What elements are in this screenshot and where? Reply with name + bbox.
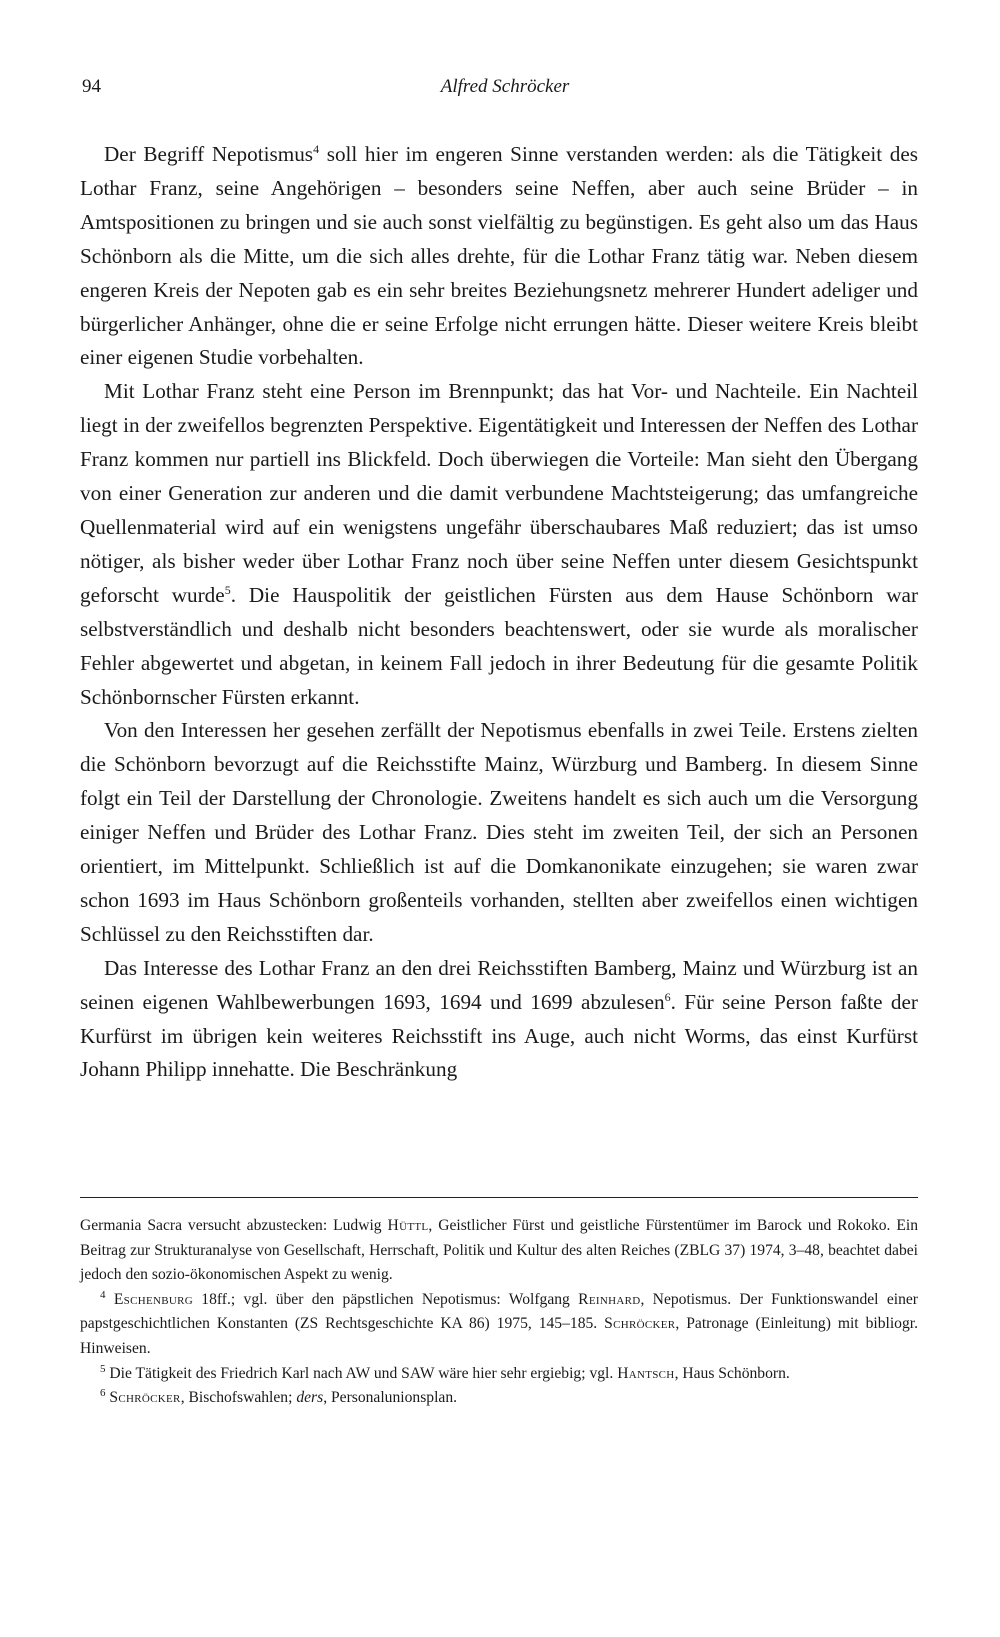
footnote-text: , Nepotismus. Der Funktionswandel einer papstgeschichtlichen Konstanten (ZS Rechtsgeschichte KA 86) 1975, 145–185.: [80, 1290, 918, 1333]
footnote-text: 18ff.; vgl. über den päpstlichen Nepotismus: Wolfgang: [192, 1290, 579, 1308]
paragraph-1-text-a: Der Begriff Nepotismus: [104, 142, 314, 166]
footnote-number: 4: [100, 1288, 106, 1301]
footnote-6: [80, 1386, 918, 1411]
footnote-divider: [80, 1197, 918, 1198]
footnote-number: 6: [100, 1387, 106, 1400]
footnote-number: 5: [100, 1362, 106, 1375]
author-name: Hüttl: [387, 1217, 429, 1234]
paragraph-4: [80, 952, 918, 1088]
footnote-4: [80, 1288, 918, 1362]
footnote-text: , Personalunionsplan.: [323, 1389, 458, 1407]
footnote-text: , Haus Schönborn.: [674, 1364, 790, 1382]
body-text: [80, 138, 918, 1087]
footnote-ref-4: 4: [313, 142, 320, 156]
paragraph-2-text-b: . Die Hauspolitik der geistlichen Fürsten aus dem Hause Schönborn war selbstverständlich und deshalb nicht besonders beachtenswert, oder sie wurde als moralischer Fehler abgewertet und abgetan, in keinem Fall jedoch in ihrer Bedeutung für die gesamte Politik Schönbornscher Fürsten erkannt.: [80, 582, 919, 709]
footnote-continuation-text-a: Germania Sacra versucht abzustecken: Ludwig: [80, 1217, 388, 1234]
page-number: 94: [82, 76, 101, 97]
author-name: Hantsch: [617, 1364, 675, 1382]
footnote-ref-6: 6: [664, 989, 671, 1004]
footnote-ref-5: 5: [224, 582, 231, 597]
footnote-text: , Patronage (Einleitung) mit bibliogr. Hinweisen.: [80, 1315, 918, 1357]
footnote-5: [80, 1362, 918, 1387]
author-name: Reinhard: [578, 1290, 641, 1308]
paragraph-2: [80, 375, 918, 714]
paragraph-1: [80, 138, 918, 375]
footnotes: [80, 1214, 918, 1411]
footnote-text: , Bischofswahlen;: [180, 1389, 297, 1407]
paragraph-4-text-b: . Für seine Person faßte der Kurfürst im übrigen kein weiteres Reichsstift ins Auge, auch nicht Worms, das einst Kurfürst Johann Philipp innehatte. Die Beschränkung: [80, 989, 918, 1082]
author-name: Schröcker: [109, 1389, 181, 1407]
footnote-continuation-text-b: , Geistlicher Fürst und geistliche Fürstentümer im Barock und Rokoko. Ein Beitrag zur Strukturanalyse von Gesellschaft, Herrschaft, Politik und Kultur des alten Reiches (ZBLG 37) 1974, 3–48, beachtet dabei jedoch den sozio-ökonomischen Aspekt zu wenig.: [80, 1217, 919, 1284]
running-title: Alfred Schröcker: [440, 76, 570, 97]
paragraph-2-text-a: Mit Lothar Franz steht eine Person im Brennpunkt; das hat Vor- und Nachteile. Ein Nachteil liegt in der zweifellos begrenzten Perspektive. Eigentätigkeit und Interessen der Neffen des Lothar Franz kommen nur partiell ins Blickfeld. Doch überwiegen die Vorteile: Man sieht den Übergang von einer Generation zur anderen und die damit verbundene Machtsteigerung; das umfangreiche Quellenmaterial wird auf ein wenigstens ungefähr überschaubares Maß reduziert; das ist umso nötiger, als bisher weder über Lothar Franz noch über seine Neffen unter diesem Gesichtspunkt geforscht wurde: [80, 379, 918, 607]
running-head: [82, 76, 928, 106]
author-name: Eschenburg: [113, 1290, 193, 1308]
footnote-continuation: [80, 1214, 918, 1288]
paragraph-3: Von den Interessen her gesehen zerfällt der Nepotismus ebenfalls in zwei Teile. Erstens zielten die Schönborn bevorzugt auf die Reichsstifte Mainz, Würzburg und Bamberg. In diesem Sinne folgt ein Teil der Darstellung der Chronologie. Zweitens handelt es sich auch um die Versorgung einiger Neffen und Brüder des Lothar Franz. Dies steht im zweiten Teil, der sich an Personen orientiert, im Mittelpunkt. Schließlich ist auf die Domkanonikate einzugehen; sie waren zwar schon 1693 im Haus Schönborn großenteils vorhanden, stellten aber zweifellos einen wichtigen Schlüssel zu den Reichsstiften dar.: [80, 718, 918, 946]
footnote-text: Die Tätigkeit des Friedrich Karl nach AW und SAW wäre hier sehr ergiebig; vgl.: [105, 1364, 618, 1382]
paragraph-1-text-b: soll hier im engeren Sinne verstanden werden: als die Tätigkeit des Lothar Franz, seine Angehörigen – besonders seine Neffen, aber auch seine Brüder – in Amtspositionen zu bringen und sie auch sonst vielfältig zu begünstigen. Es geht also um das Haus Schönborn als die Mitte, um die sich alles drehte, für die Lothar Franz tätig war. Neben diesem engeren Kreis der Nepoten gab es ein sehr breites Beziehungsnetz mehrerer Hundert adeliger und bürgerlicher Anhänger, ohne die er seine Erfolge nicht errungen hätte. Dieser weitere Kreis bleibt einer eigenen Studie vorbehalten.: [80, 142, 918, 370]
footnote-text-italic: ders: [296, 1389, 324, 1407]
author-name: Schröcker: [604, 1315, 676, 1333]
paragraph-4-text-a: Das Interesse des Lothar Franz an den drei Reichsstiften Bamberg, Mainz und Würzburg ist an seinen eigenen Wahlbewerbungen 1693, 1694 und 1699 abzulesen: [80, 955, 918, 1014]
